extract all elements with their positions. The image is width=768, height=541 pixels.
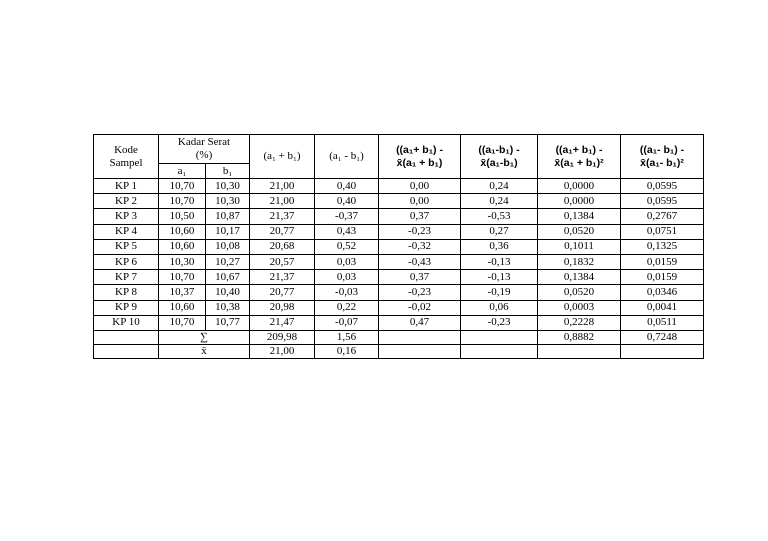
sq-sum-value: 0,0000 <box>538 194 621 209</box>
header-diff-col: (a₁ - b₁) <box>315 135 379 179</box>
header-a1: a₁ <box>159 164 206 179</box>
header-sq-sum-line2: x̄(a₁ + b₁)² <box>554 156 604 169</box>
b1-value: 10,30 <box>206 179 250 194</box>
sum-value: 20,57 <box>250 254 315 269</box>
sq-sum-value: 0,0520 <box>538 224 621 239</box>
sq-diff-value: 0,1325 <box>621 239 704 254</box>
diff-value: 0,40 <box>315 179 379 194</box>
b1-value: 10,77 <box>206 315 250 330</box>
b1-value: 10,67 <box>206 270 250 285</box>
sum-value: 21,37 <box>250 209 315 224</box>
sum-total-sum: 209,98 <box>250 330 315 344</box>
data-table <box>93 134 704 359</box>
sample-code: KP 9 <box>94 300 159 315</box>
dev-sum-value: 0,00 <box>379 179 461 194</box>
sq-diff-value: 0,0751 <box>621 224 704 239</box>
diff-value: -0,03 <box>315 285 379 300</box>
sq-sum-value: 0,1384 <box>538 209 621 224</box>
header-dev-diff <box>461 135 538 179</box>
mean-blank-8 <box>621 344 704 358</box>
table-row <box>94 224 704 239</box>
a1-value: 10,50 <box>159 209 206 224</box>
a1-value: 10,70 <box>159 270 206 285</box>
b1-value: 10,38 <box>206 300 250 315</box>
dev-sum-value: -0,23 <box>379 224 461 239</box>
header-percent-text: (%) <box>195 149 213 161</box>
dev-sum-value: -0,02 <box>379 300 461 315</box>
header-sq-diff-line1: ((a₁- b₁) - <box>639 143 685 156</box>
a1-value: 10,60 <box>159 300 206 315</box>
sq-diff-value: 0,2767 <box>621 209 704 224</box>
diff-value: 0,22 <box>315 300 379 315</box>
header-sum-col: (a₁ + b₁) <box>250 135 315 179</box>
sample-code: KP 3 <box>94 209 159 224</box>
dev-diff-value: 0,24 <box>461 179 538 194</box>
table-row <box>94 300 704 315</box>
sample-code: KP 8 <box>94 285 159 300</box>
sum-blank-dev-sum <box>379 330 461 344</box>
header-dev-sum <box>379 135 461 179</box>
a1-value: 10,70 <box>159 194 206 209</box>
a1-value: 10,37 <box>159 285 206 300</box>
b1-value: 10,17 <box>206 224 250 239</box>
sq-sum-value: 0,0003 <box>538 300 621 315</box>
mean-symbol: x̄ <box>159 344 250 358</box>
table-row <box>94 315 704 330</box>
header-dev-sum-line1: ((a₁+ b₁) - <box>396 143 443 156</box>
sq-sum-value: 0,0000 <box>538 179 621 194</box>
b1-value: 10,27 <box>206 254 250 269</box>
sq-diff-value: 0,0511 <box>621 315 704 330</box>
table-row <box>94 270 704 285</box>
sum-value: 20,68 <box>250 239 315 254</box>
header-sq-sum-line1: ((a₁+ b₁) - <box>555 143 603 156</box>
dev-sum-value: 0,37 <box>379 270 461 285</box>
table-row <box>94 254 704 269</box>
sum-value: 21,37 <box>250 270 315 285</box>
sum-total-diff: 1,56 <box>315 330 379 344</box>
a1-value: 10,60 <box>159 239 206 254</box>
sum-value: 21,47 <box>250 315 315 330</box>
dev-sum-value: -0,43 <box>379 254 461 269</box>
dev-sum-value: 0,00 <box>379 194 461 209</box>
dev-diff-value: 0,36 <box>461 239 538 254</box>
diff-value: -0,07 <box>315 315 379 330</box>
a1-value: 10,70 <box>159 179 206 194</box>
table-row <box>94 239 704 254</box>
header-sampel-text: Sampel <box>109 156 143 169</box>
header-sq-diff <box>621 135 704 179</box>
dev-diff-value: -0,23 <box>461 315 538 330</box>
diff-value: 0,03 <box>315 254 379 269</box>
header-sq-diff-line2: x̄(a₁- b₁)² <box>640 156 684 169</box>
sum-row-blank <box>94 330 159 344</box>
sq-sum-value: 0,2228 <box>538 315 621 330</box>
header-kode-text: Kode <box>114 143 138 156</box>
sq-sum-value: 0,0520 <box>538 285 621 300</box>
sample-code: KP 5 <box>94 239 159 254</box>
sq-diff-value: 0,0346 <box>621 285 704 300</box>
dev-diff-value: 0,24 <box>461 194 538 209</box>
sum-value: 21,00 <box>250 179 315 194</box>
dev-sum-value: 0,37 <box>379 209 461 224</box>
sq-diff-value: 0,0041 <box>621 300 704 315</box>
sq-sum-value: 0,1384 <box>538 270 621 285</box>
dev-diff-value: 0,06 <box>461 300 538 315</box>
sum-value: 20,77 <box>250 285 315 300</box>
b1-value: 10,30 <box>206 194 250 209</box>
header-dev-sum-line2: x̄(a₁ + b₁) <box>396 156 443 169</box>
dev-diff-value: 0,27 <box>461 224 538 239</box>
a1-value: 10,30 <box>159 254 206 269</box>
diff-value: 0,52 <box>315 239 379 254</box>
sq-diff-value: 0,0595 <box>621 179 704 194</box>
header-kode-sampel <box>94 135 159 179</box>
table-row <box>94 179 704 194</box>
diff-value: -0,37 <box>315 209 379 224</box>
b1-value: 10,87 <box>206 209 250 224</box>
sq-diff-value: 0,0159 <box>621 270 704 285</box>
a1-value: 10,60 <box>159 224 206 239</box>
mean-blank-7 <box>538 344 621 358</box>
sq-sum-value: 0,1832 <box>538 254 621 269</box>
dev-diff-value: -0,53 <box>461 209 538 224</box>
table-row <box>94 209 704 224</box>
sum-value: 21,00 <box>250 194 315 209</box>
sample-code: KP 7 <box>94 270 159 285</box>
table-row <box>94 285 704 300</box>
dev-diff-value: -0,19 <box>461 285 538 300</box>
mean-blank-6 <box>461 344 538 358</box>
sq-sum-value: 0,1011 <box>538 239 621 254</box>
sample-code: KP 4 <box>94 224 159 239</box>
sum-value: 20,98 <box>250 300 315 315</box>
sample-code: KP 10 <box>94 315 159 330</box>
diff-value: 0,40 <box>315 194 379 209</box>
header-b1: b₁ <box>206 164 250 179</box>
sq-diff-value: 0,0595 <box>621 194 704 209</box>
table-body <box>94 179 704 331</box>
b1-value: 10,40 <box>206 285 250 300</box>
sample-code: KP 2 <box>94 194 159 209</box>
header-sq-sum <box>538 135 621 179</box>
sum-symbol: ∑ <box>159 330 250 344</box>
dev-sum-value: -0,23 <box>379 285 461 300</box>
mean-row-blank <box>94 344 159 358</box>
mean-blank-5 <box>379 344 461 358</box>
a1-value: 10,70 <box>159 315 206 330</box>
header-kadar-serat-text: Kadar Serat <box>177 136 231 148</box>
dev-sum-value: -0,32 <box>379 239 461 254</box>
sum-blank-dev-diff <box>461 330 538 344</box>
header-kadar-serat <box>159 135 250 164</box>
sample-code: KP 1 <box>94 179 159 194</box>
sum-total-sq-diff: 0,7248 <box>621 330 704 344</box>
diff-value: 0,03 <box>315 270 379 285</box>
sum-value: 20,77 <box>250 224 315 239</box>
dev-sum-value: 0,47 <box>379 315 461 330</box>
mean-sum: 21,00 <box>250 344 315 358</box>
sum-total-sq-sum: 0,8882 <box>538 330 621 344</box>
diff-value: 0,43 <box>315 224 379 239</box>
sample-code: KP 6 <box>94 254 159 269</box>
b1-value: 10,08 <box>206 239 250 254</box>
dev-diff-value: -0,13 <box>461 254 538 269</box>
dev-diff-value: -0,13 <box>461 270 538 285</box>
table-row <box>94 194 704 209</box>
mean-diff: 0,16 <box>315 344 379 358</box>
header-dev-diff-line1: ((a₁-b₁) - <box>478 143 520 156</box>
sq-diff-value: 0,0159 <box>621 254 704 269</box>
header-dev-diff-line2: x̄(a₁-b₁) <box>480 156 518 169</box>
